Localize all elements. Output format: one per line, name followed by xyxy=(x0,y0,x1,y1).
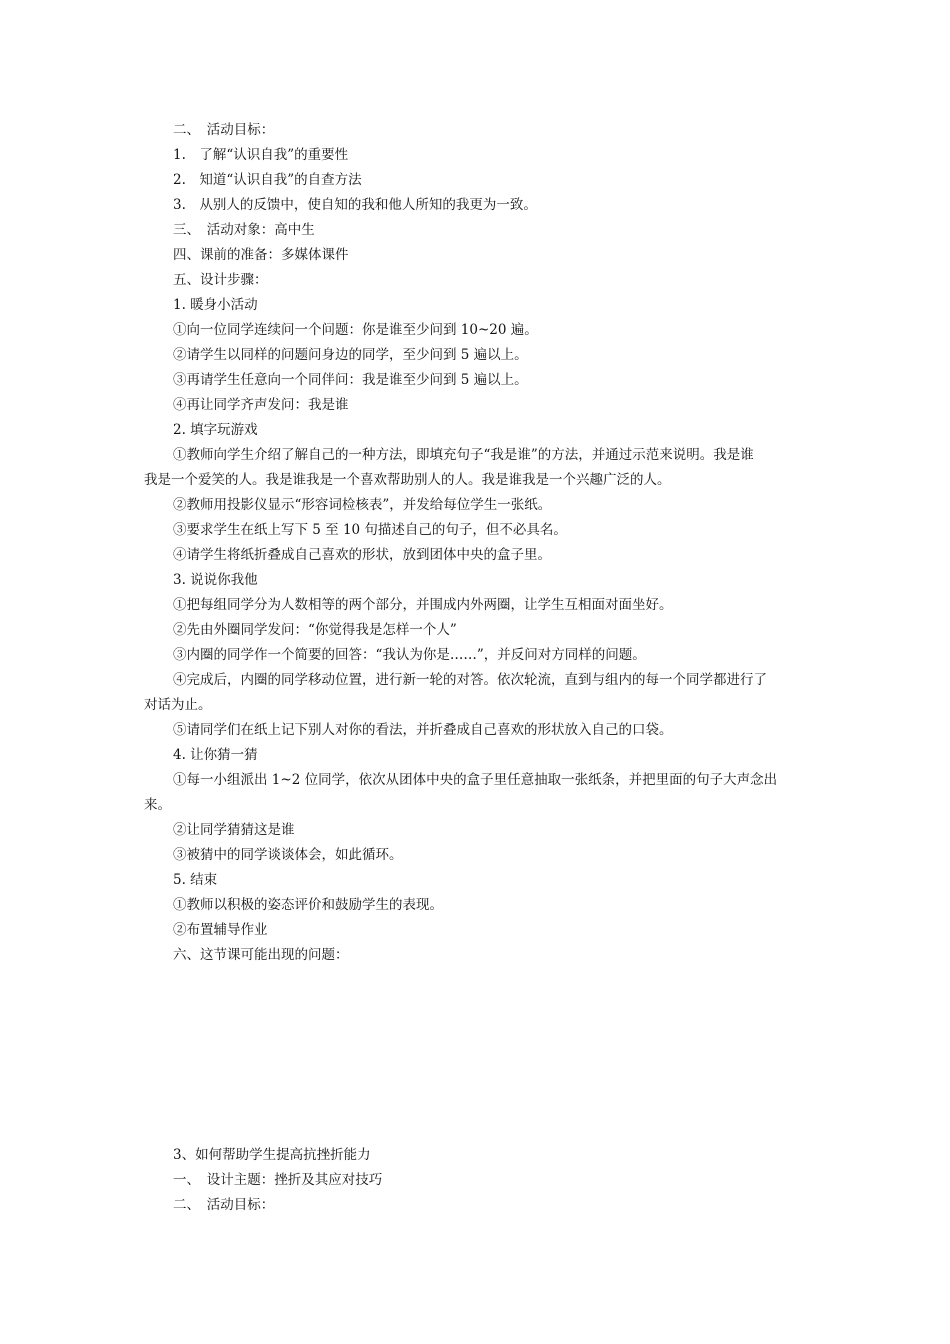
list-item: 3. 从别人的反馈中，使自知的我和他人所知的我更为一致。 xyxy=(173,197,537,213)
step-heading: 2. 填字玩游戏 xyxy=(173,422,258,438)
section-heading: 一、 设计主题：挫折及其应对技巧 xyxy=(173,1172,383,1188)
paragraph: ②先由外圈同学发问：“你觉得我是怎样一个人” xyxy=(173,622,457,638)
paragraph-continuation: 来。 xyxy=(144,797,171,813)
paragraph-continuation: 我是一个爱笑的人。我是谁我是一个喜欢帮助别人的人。我是谁我是一个兴趣广泛的人。 xyxy=(144,472,671,488)
paragraph: ⑤请同学们在纸上记下别人对你的看法，并折叠成自己喜欢的形状放入自己的口袋。 xyxy=(173,722,673,738)
paragraph: ④再让同学齐声发问：我是谁 xyxy=(173,397,349,413)
step-heading: 5. 结束 xyxy=(173,872,218,888)
section-heading: 四、课前的准备：多媒体课件 xyxy=(173,247,349,263)
section-heading: 五、设计步骤： xyxy=(173,272,268,288)
step-heading: 1. 暖身小活动 xyxy=(173,297,258,313)
paragraph: ③再请学生任意向一个同伴问：我是谁至少问到 5 遍以上。 xyxy=(173,372,528,388)
list-item: 2. 知道“认识自我”的自查方法 xyxy=(173,172,362,188)
paragraph: ①教师向学生介绍了解自己的一种方法，即填充句子“我是谁”的方法，并通过示范来说明。我是谁 xyxy=(173,447,754,463)
paragraph: ④请学生将纸折叠成自己喜欢的形状，放到团体中央的盒子里。 xyxy=(173,547,551,563)
section-heading: 三、 活动对象：高中生 xyxy=(173,222,315,238)
paragraph: ①每一小组派出 1~2 位同学，依次从团体中央的盒子里任意抽取一张纸条，并把里面的句子大声念出 xyxy=(173,772,778,788)
list-item: 1. 了解“认识自我”的重要性 xyxy=(173,147,349,163)
topic-heading: 3、如何帮助学生提高抗挫折能力 xyxy=(173,1147,371,1163)
paragraph: ③要求学生在纸上写下 5 至 10 句描述自己的句子，但不必具名。 xyxy=(173,522,567,538)
paragraph: ②教师用投影仪显示“形容词检核表”，并发给每位学生一张纸。 xyxy=(173,497,552,513)
paragraph: ④完成后，内圈的同学移动位置，进行新一轮的对答。依次轮流，直到与组内的每一个同学都进行了 xyxy=(173,672,767,688)
paragraph: ②请学生以同样的问题问身边的同学，至少问到 5 遍以上。 xyxy=(173,347,528,363)
paragraph: ③被猜中的同学谈谈体会，如此循环。 xyxy=(173,847,403,863)
section-heading: 六、这节课可能出现的问题： xyxy=(173,947,349,963)
paragraph: ①教师以积极的姿态评价和鼓励学生的表现。 xyxy=(173,897,443,913)
paragraph: ①把每组同学分为人数相等的两个部分，并围成内外两圈，让学生互相面对面坐好。 xyxy=(173,597,673,613)
section-heading: 二、 活动目标： xyxy=(173,1197,275,1213)
section-heading: 二、 活动目标： xyxy=(173,122,275,138)
paragraph: ①向一位同学连续问一个问题：你是谁至少问到 10~20 遍。 xyxy=(173,322,538,338)
paragraph: ③内圈的同学作一个简要的回答：“我认为你是……”，并反问对方同样的问题。 xyxy=(173,647,646,663)
step-heading: 4. 让你猜一猜 xyxy=(173,747,258,763)
paragraph-continuation: 对话为止。 xyxy=(144,697,212,713)
paragraph: ②让同学猜猜这是谁 xyxy=(173,822,295,838)
paragraph: ②布置辅导作业 xyxy=(173,922,268,938)
step-heading: 3. 说说你我他 xyxy=(173,572,258,588)
